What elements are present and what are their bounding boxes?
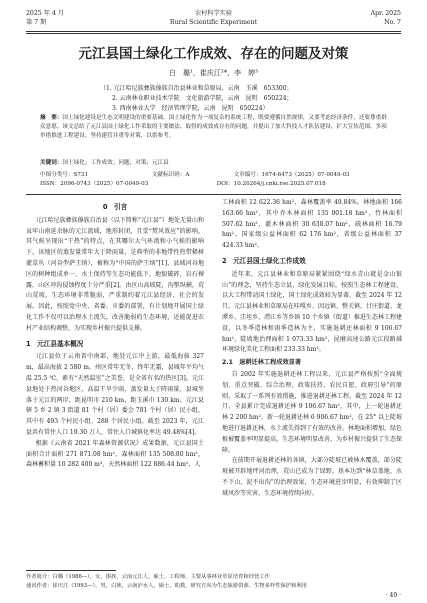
affiliation-1: （1. 元江哈尼族彝族傣族自治县林业和草原局，云南 玉溪 653300； bbox=[100, 85, 293, 92]
header-rule-thin bbox=[26, 33, 401, 34]
journal-name-en: Rural Scientific Experiment bbox=[169, 19, 258, 26]
issn: ISSN：2096-0743（2025）07-0049-03 bbox=[40, 181, 149, 187]
page-number: · 49 · bbox=[385, 592, 401, 599]
left-column bbox=[26, 198, 204, 471]
paragraph: 自 2002 年实施退耕还林工程以来，元江县严格按照“全面规划、重点突破、综合治理、政策扶持、农民自愿、政府引导”的原则，采取了一系列有效措施，推进退耕还林工程。截至 2024 年 12 月，全县累计完成退耕还林 9 106.67 hm²，其中，上一轮退耕还林 2 200 hm²，新一轮退耕还林 6 906.67 hm²，在 25° 以上陡坡地进行退耕还林，水土流失得到了有效的改善，林地面积增加，绿色植被覆盖率明显提高，生态环境明显改善，为乡村振兴提供了生态保障。 bbox=[222, 370, 403, 454]
paragraph: 近年来，元江县林业和草原局紧紧围绕“绿水青山就是金山银山”的理念，坚持生态立县，绿化发展目标，按照生态林工程建设、以大工程带动国土绿化，国土绿化成效较为显著。截至 2024 年 12 月，元江县林业和草原局在哇嘎乡、因远镇、整关镇、甘庄街道、龙潭乡、洼垤乡、澧江乡等乡镇 10 个乡镇（街道）推进生态林工程建设，以冬季造林和雨季造林为主，实施退耕还林面积 9 106.67 hm²，陡坡地治理面积 1 073.33 hm²，昆磨高速公路元江段路域环境绿化美化工程面积 233.33 hm²。 bbox=[222, 270, 403, 354]
header-center bbox=[26, 9, 401, 27]
paragraph: 元江县位于云南省中南部，地处元江中上游，最低海拔 327 m，最高海拔 2 580 m。州区常年无冬，终年无霜，县城年平均气温 25.5 ℃，素有“天然温室”之美誉，是全省有名的热区[3]。元江县地处于热河谷地区，高温干旱少雨，蒸发量大于降雨量。县城坐落于元江的两岸，距昆明市 210 km，距玉溪市 130 km。元江县辖 5 乡 2 镇 3 街道 81 个村（居）委会 781 个村（居）民小组，其中有 493 个村民小组、288 个居民小组。截至 2023 年，元江县共有常住人口 19.30 万人，常住人口城镇化率达 49.48%[4]。 bbox=[26, 353, 204, 436]
journal-name-cn: 农村科学实验 bbox=[194, 10, 233, 17]
keywords-text: 国土绿化；工作成效；问题；对策；元江县 bbox=[62, 160, 169, 166]
header-date-en: Apr. 2025 bbox=[370, 10, 401, 17]
abstract bbox=[40, 114, 387, 141]
section-heading: 1 元江县基本概况 bbox=[26, 339, 84, 348]
affiliation-2: 2. 云南林业职业技术学院 文化旅游学院，云南 昆明 650224； bbox=[112, 95, 293, 102]
doi: DOI：10.20264/j.cnki.rse.2025.07.018 bbox=[216, 181, 326, 187]
header-issue: 第 7 期 bbox=[26, 19, 47, 26]
footnote-corresponding-author: 通讯作者：崔庆江（1993—），男，白族，云南泸水人，硕士，助教，研究方向为生态旅游资源、生物多样性保护和利用 bbox=[26, 582, 307, 589]
header-right bbox=[371, 9, 401, 27]
article-title: 元江县国土绿化工作成效、存在的问题及对策 bbox=[78, 46, 349, 62]
abstract-label: 摘 要： bbox=[40, 115, 63, 121]
affiliations bbox=[100, 84, 360, 114]
right-column bbox=[222, 198, 402, 500]
section-heading: 2 元江县国土绿化工作成效 bbox=[222, 256, 306, 265]
paragraph: 在前期开展退耕还林的各镇，大部分陡坡已被林木覆盖，部分陡坡被开辟地坪河治理，荒山已成为了绿野，基本达到“林草盖地、水不下山、泥不出沟”的治理效果，生态环境进步明显，有效抑制了区域风沙等灾害，生态环境持续向好。 bbox=[222, 457, 402, 497]
footnotes bbox=[26, 573, 401, 590]
front-matter-rule bbox=[26, 194, 401, 195]
identifier-line bbox=[40, 180, 387, 189]
author-line: 白 璐¹，崔庆江²*，李 婷³ bbox=[169, 69, 258, 77]
header-date: 2025 年 4 月 bbox=[26, 10, 64, 17]
paragraph-continued: 工林面积 12 622.36 hm²，森林覆盖率 49.84%。林地面积 166 163.66 hm²，其中乔木林面积 135 001.18 hm²，竹林面积 507.62 hm²，灌木林面积 30 638.07 hm²，疏林面积 16.79 hm²。国家级公益林面积 62 176 hm²，省级公益林面积 37 424.33 hm²。 bbox=[222, 199, 402, 250]
keywords-label: 关键词： bbox=[40, 160, 63, 166]
clc-number: 中图分类号：S731 bbox=[40, 172, 89, 178]
paragraph: 元江哈尼族彝族傣族自治县（以下简称“元江县”）地处无量山和哀牢山南延余脉的元江流域，地形封闭，且受“焚风效应”的影响，其气候呈现出“干热”的特点，在其哪尔大气环流和小气候的影响下，该地区的蒸发量常年大于降雨量，是典型的非地带性热带稀树灌草丛（河谷型萨王纳），被称为“中国的萨王纳”[1]，县域河谷地区的树种组成单一、水土保持等生态功能低下。地貌破碎，岩石裸露，山区冲沟侵蚀程度十分严重[2]。由区山高坡陡，沟壑纵横，荒山荒坡，生态环境非常脆弱，严重制约着元江县经济、社会的发展。因此，按照党中央、省委、市委的部署，有计划地开展国土绿化工作不仅可以治理水土流失，改善脆弱的生态环境，还能促进农村产业结构调整，为实现乡村振兴提供支撑。 bbox=[26, 216, 204, 332]
section-heading: 0 引言 bbox=[102, 203, 128, 211]
footnote-rule bbox=[26, 570, 116, 571]
abstract-text: 国土绿化建设是生态文明建设的重要基础。国土绿化作为一项复杂的系统工程，既要遵循自然规律，又要考虑经济条件，还要尊重群众意愿。该文总结了元江县国土绿化工作采取的主要做法、取得的成效成存在的问题，并提出了加大科技人才队伍建设、扩大宣传范围、多项举措推进工程建设、坚持建管并重等对策，以供参考。 bbox=[40, 115, 387, 139]
article-number: 文章编号：1674-6473（2025）07-0049-03 bbox=[233, 172, 350, 178]
footnote-author-bio: 作者简介：白璐（1986—），女，傣族，云南元江人，硕士，工程师，主要从事林业草原培育和经营工作 bbox=[26, 574, 270, 580]
header-issue-en: No. 7 bbox=[384, 19, 401, 26]
subsection-heading: 2.1 退耕还林工程成效显著 bbox=[222, 359, 302, 367]
paragraph: 根据《云南省 2021 年森林资源状况》成果数据，元江县国土面积合计面积 271 871.08 hm²，森林面积 135 508.80 hm²，森林蓄积量 10 282 400 m³，天然林面积 122 886.44 hm²，人 bbox=[26, 439, 204, 469]
classification-line bbox=[40, 171, 387, 180]
affiliation-3: 3. 西南林业大学 经济管理学院，云南 昆明 650224） bbox=[112, 105, 269, 112]
document-code: 文献标识码：A bbox=[151, 172, 190, 178]
header-rule bbox=[26, 31, 401, 32]
keywords bbox=[40, 159, 387, 168]
